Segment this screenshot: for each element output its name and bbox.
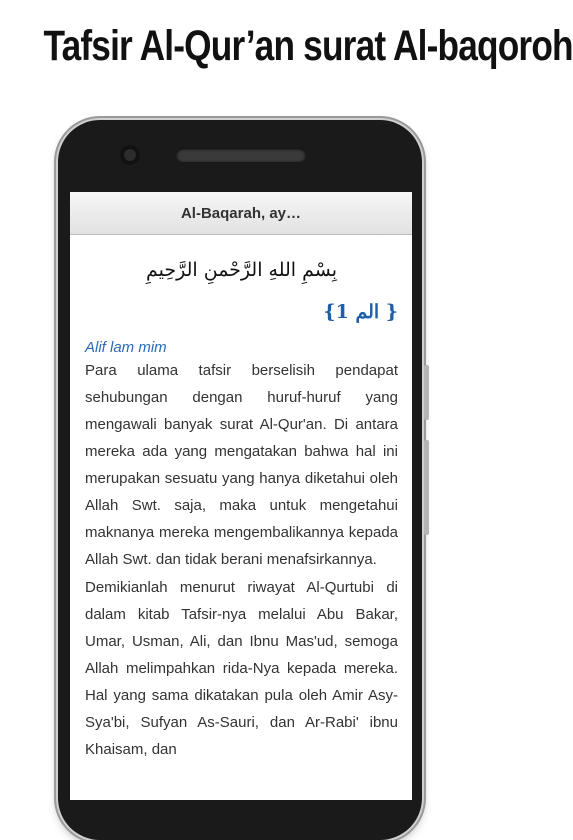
promo-title: Tafsir Al-Qur’an surat Al-baqoroh bbox=[43, 22, 573, 70]
phone-screen[interactable] bbox=[70, 192, 412, 800]
app-bar-title: Al-Baqarah, ay… bbox=[180, 204, 302, 222]
power-button bbox=[424, 440, 429, 535]
tafsir-content[interactable] bbox=[70, 259, 412, 763]
earpiece-speaker bbox=[176, 148, 306, 162]
ayah-transliteration: Alif lam mim bbox=[85, 339, 167, 356]
ayah-arabic: { الم 1} bbox=[323, 301, 398, 323]
basmala-text: بِسْمِ اللهِ الرَّحْمنِ الرَّحِيمِ bbox=[146, 259, 337, 281]
tafsir-paragraph: Para ulama tafsir berselisih pendapat sehubungan dengan huruf-huruf yang mengawali banyak surat Al-Qur'an. Di antara mereka ada yang mengatakan bahwa hal ini merupakan sesuatu yang hanya diketahui oleh Allah Swt. saja, maka untuk mengetahui maknanya mereka mengembalikannya kepada Allah Swt. dan tidak berani menafsirkannya. bbox=[85, 362, 398, 568]
front-camera-icon bbox=[120, 145, 140, 165]
volume-button bbox=[424, 365, 429, 420]
app-bar bbox=[70, 192, 412, 235]
tafsir-paragraph: Demikianlah menurut riwayat Al-Qurtubi di dalam kitab Tafsir-nya melalui Abu Bakar, Umar, Usman, Ali, dan Ibnu Mas'ud, semoga Allah melimpahkan rida-Nya kepada mereka. Hal yang sama dikatakan pula oleh Amir Asy-Sya'bi, Sufyan As-Sauri, dan Ar-Rabi' ibnu Khaisam, dan bbox=[85, 579, 398, 758]
